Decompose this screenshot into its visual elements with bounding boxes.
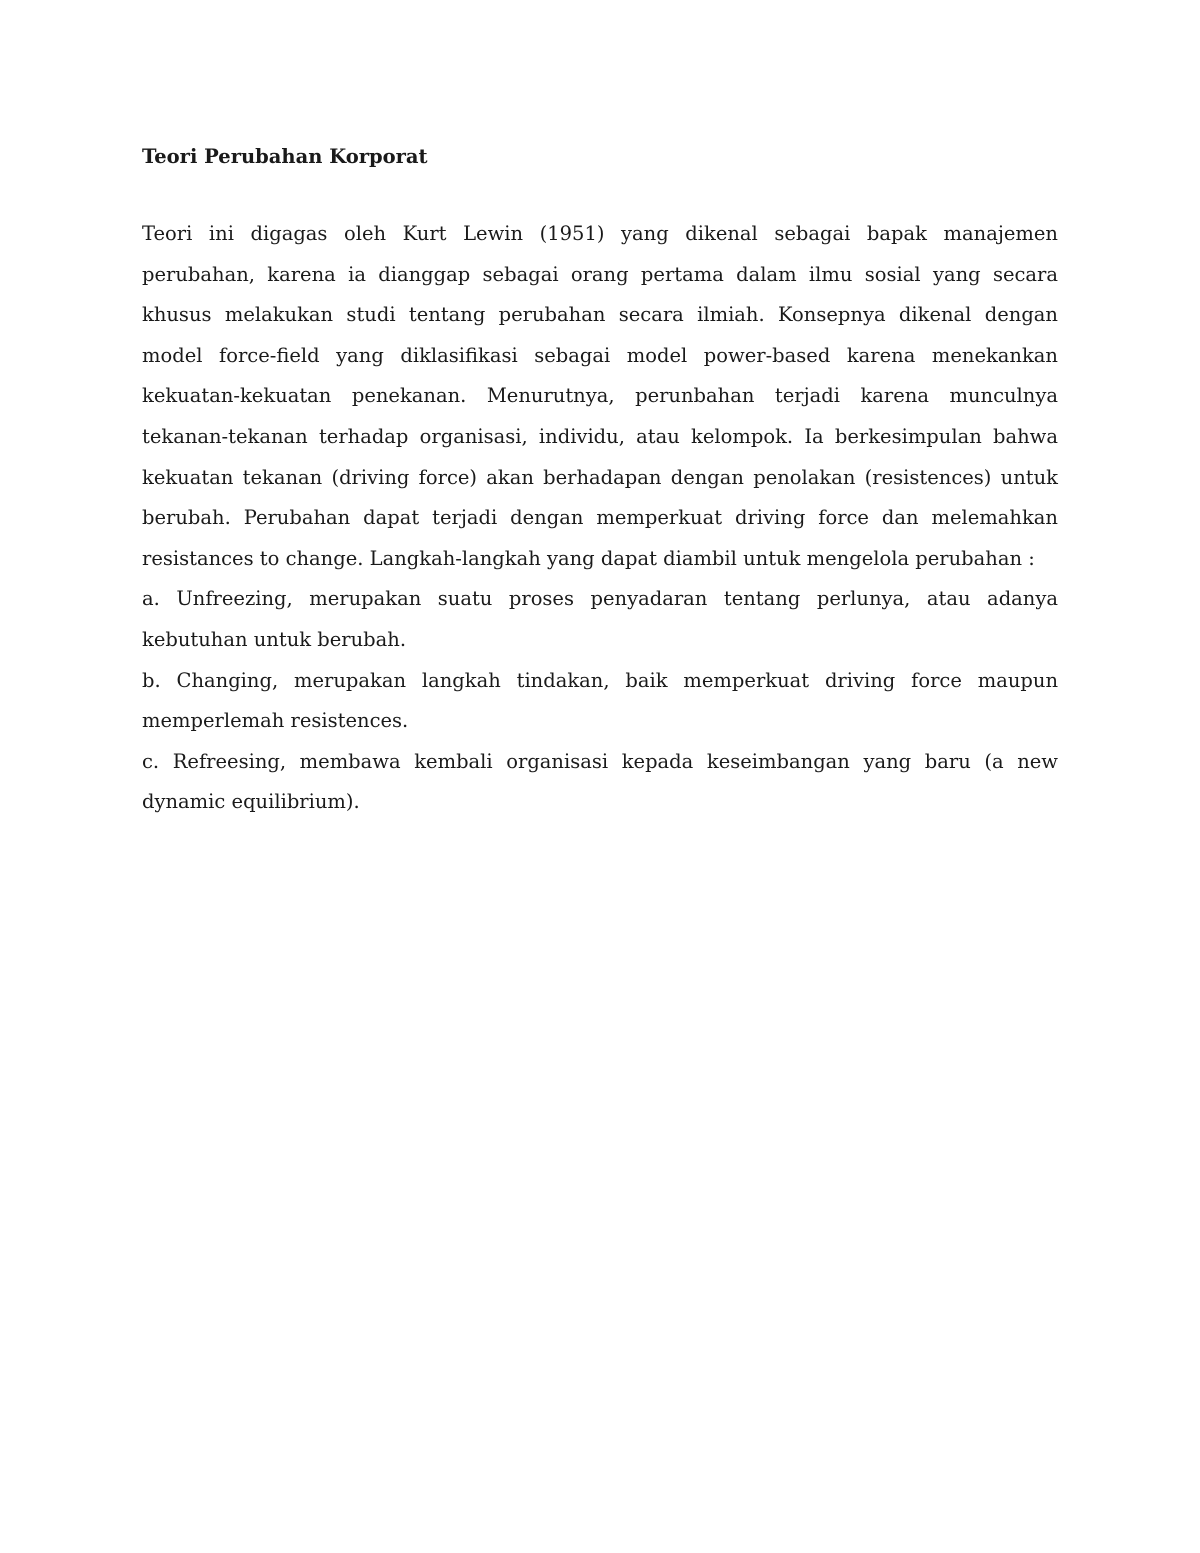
intro-paragraph: Teori ini digagas oleh Kurt Lewin (1951) yang dikenal sebagai bapak manajemen perubahan, karena ia dianggap sebagai orang pertama dalam ilmu sosial yang secara khusus melakukan studi tentang perubahan secara ilmiah. Konsepnya dikenal dengan model force-field yang diklasifikasi sebagai model power-based karena menekankan kekuatan-kekuatan penekanan. Menurutnya, perunbahan terjadi karena munculnya tekanan-tekanan terhadap organisasi, individu, atau kelompok. Ia berkesimpulan bahwa kekuatan tekanan (driving force) akan berhadapan dengan penolakan (resistences) untuk berubah. Perubahan dapat terjadi dengan memperkuat driving force dan melemahkan resistances to change. Langkah-langkah yang dapat diambil untuk mengelola perubahan : — [142, 222, 1058, 570]
step-changing: b. Changing, merupakan langkah tindakan, baik memperkuat driving force maupun memperlemah resistences. — [142, 668, 1058, 733]
document-title: Teori Perubahan Korporat — [142, 145, 428, 168]
step-unfreezing: a. Unfreezing, merupakan suatu proses penyadaran tentang perlunya, atau adanya kebutuhan untuk berubah. — [142, 587, 1058, 651]
step-refreezing: c. Refreesing, membawa kembali organisasi kepada keseimbangan yang baru (a new dynamic equilibrium). — [142, 749, 1058, 814]
document-body — [142, 140, 1058, 823]
